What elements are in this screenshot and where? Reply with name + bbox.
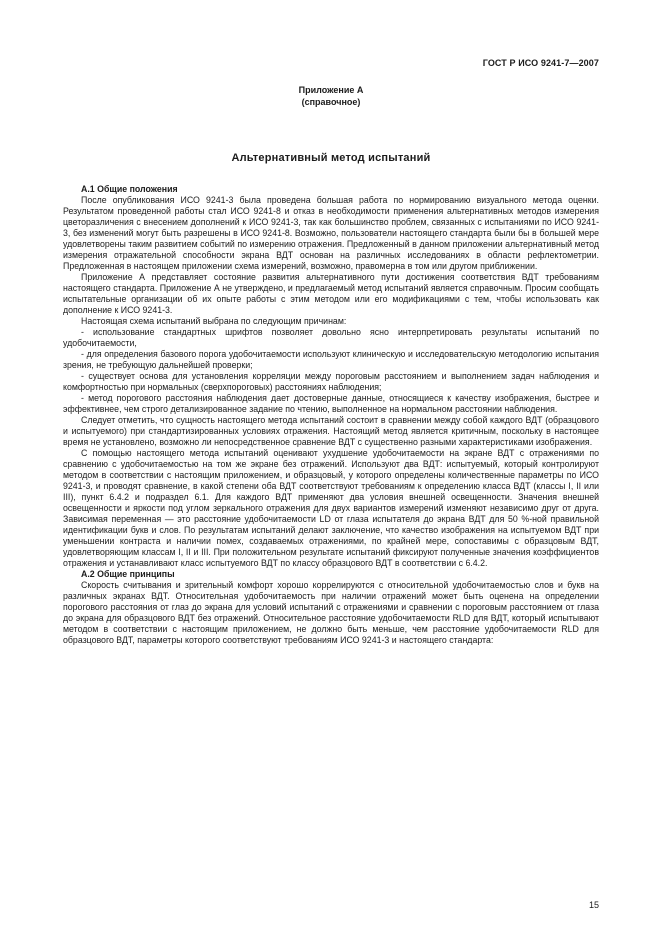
document-code-header: ГОСТ Р ИСО 9241-7—2007 [482, 58, 599, 68]
paragraph: Настоящая схема испытаний выбрана по следующим причинам: [81, 316, 347, 326]
section-heading-a2: А.2 Общие принципы [81, 569, 175, 579]
section-heading-a1: А.1 Общие положения [81, 184, 178, 194]
annex-block [63, 84, 599, 108]
paragraph: После опубликования ИСО 9241-3 была проведена большая работа по нормированию визуального метода оценки. Результатом проведенной работы стал ИСО 9241-8 и отказ в необходимости применения альтернативных методов измерения цветоразличения с внесением дополнений к ИСО 9241-3, так как большинство проблем, связанных с испытаниями по ИСО 9241-3, без изменений могут быть разрешены в ИСО 9241-8. Возможно, пользователи настоящего стандарта были бы в большей мере удовлетворены таким развитием событий по измерению отражения. Предложенный в данном приложении альтернативный метод измерения отражательной способности экрана ВДТ основан на различных исследованиях в области рефлектометрии. Предложенная в настоящем приложении схема измерений, возможно, правомерна в том или другом приближении. [63, 195, 599, 271]
paragraph: Приложение А представляет состояние развития альтернативного пути достижения соответствия ВДТ требованиям настоящего стандарта. Приложение А не утверждено, и предлагаемый метод испытаний является справочным. Просим сообщать испытательные организации об их опыте работы с этим методом или его модификациями с тем, чтобы использовать как дополнение к ИСО 9241-3. [63, 272, 599, 315]
list-item: - для определения базового порога удобочитаемости используют клиническую и исследовательскую методологию испытания зрения, не требующую дальнейшей проверки; [63, 349, 599, 370]
document-body [63, 184, 599, 646]
page-number: 15 [588, 900, 599, 910]
list-item: - использование стандартных шрифтов позволяет довольно ясно интерпретировать результаты испытаний по удобочитаемости, [63, 327, 599, 348]
list-item: - метод порогового расстояния наблюдения дает достоверные данные, относящиеся к качеству изображения, быстрее и эффективнее, чем строго детализированное задание по чтению, выполненное на нормальном расстоянии наблюдения. [63, 393, 599, 414]
page-title: Альтернативный метод испытаний [231, 152, 431, 164]
list-item: - существует основа для установления корреляции между пороговым расстоянием и выполнением задач наблюдения и комфортностью при нормальных (сверхпороговых) расстояниях наблюдения; [63, 371, 599, 392]
annex-title: Приложение А [298, 85, 364, 95]
paragraph: С помощью настоящего метода испытаний оценивают ухудшение удобочитаемости на экране ВДТ с отражениями по сравнению с удобочитаемостью на том же экране без отражений. Используют два ВДТ: испытуемый, который контролируют методом в соответствии с настоящим приложением, и образцовый, у которого определены количественные параметры по ИСО 9241-3, и проводят сравнение, в какой степени оба ВДТ соответствуют требованиям к определению класса ВДТ (классы I, II или III), пункт 6.4.2 и подраздел 6.1. Для каждого ВДТ применяют два условия внешней освещенности. Значения внешней освещенности и яркости под углом зеркального отражения для двух вариантов измерений изменяют независимо друг от друга. Зависимая переменная — это расстояние удобочитаемости LD от глаза испытателя до экрана ВДТ для 50 %-ной правильной идентификации букв и слов. По результатам испытаний делают заключение, что качество изображения на испытуемом ВДТ при уменьшении контраста и наличии помех, создаваемых отражениями, по крайней мере, сопоставимы с образцовым ВДТ, удовлетворяющим классам I, II и III. При положительном результате испытаний фиксируют полученные значения коэффициентов отражения и устанавливают класс испытуемого ВДТ по классу образцового ВДТ в соответствии с 6.4.2. [63, 448, 599, 568]
paragraph: Скорость считывания и зрительный комфорт хорошо коррелируются с относительной удобочитаемостью слов и букв на различных экранах ВДТ. Относительная удобочитаемость при наличии отражений может быть оценена на определении порогового расстояния от глаз до экрана для условий испытаний с отражениями и сравнении с пороговым расстоянием от глаза до экрана для образцового ВДТ без отражений. Относительное расстояние удобочитаемости RLD для ВДТ, который испытывают методом в соответствии с настоящим приложением, не должно быть меньше, чем расстояние удобочитаемости RLD для образцового ВДТ, параметры которого соответствуют требованиям ИСО 9241-3 и настоящего стандарта: [63, 580, 599, 645]
paragraph: Следует отметить, что сущность настоящего метода испытаний состоит в сравнении между собой каждого ВДТ (образцового и испытуемого) при стандартизированных условиях отражения. Настоящий метод является критичным, поскольку в настоящее время не установлено, возможно ли непосредственное сравнение ВДТ с существенно разными характеристиками изображения. [63, 415, 599, 447]
annex-subtitle: (справочное) [301, 97, 361, 107]
